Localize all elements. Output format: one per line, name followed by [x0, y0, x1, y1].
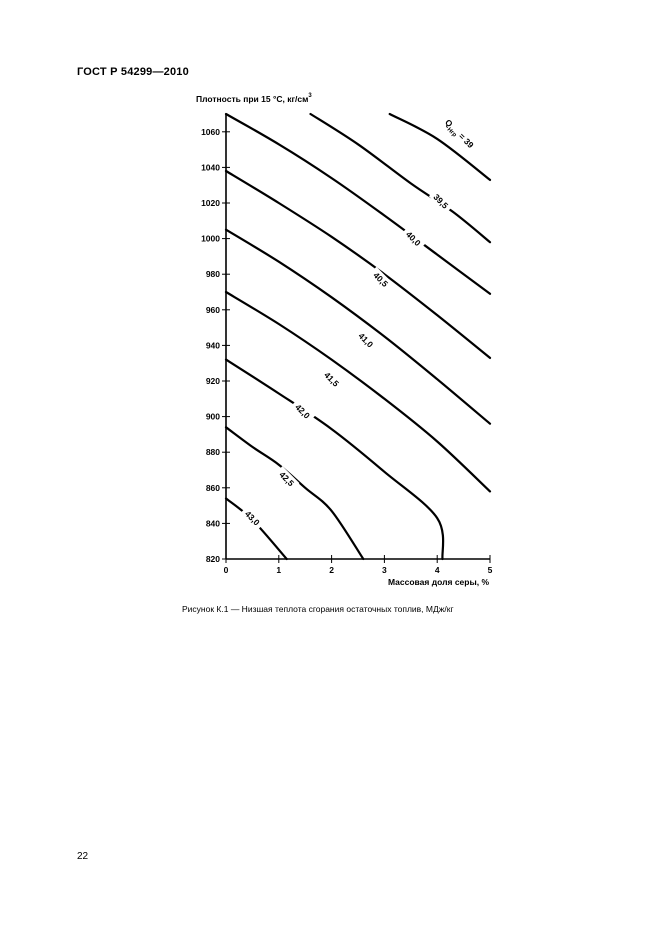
y-axis-label-text: Плотность при 15 °С, кг/см: [196, 94, 309, 104]
y-axis-label-superscript: 3: [308, 93, 312, 99]
curve-label-group: [434, 110, 483, 159]
curve-label-group: [354, 327, 379, 352]
y-tick-label: 980: [205, 269, 220, 280]
curve-42-0: [226, 360, 443, 559]
curve-label: 43,0: [243, 508, 262, 528]
curve-label: 40,0: [404, 229, 423, 248]
y-tick-label: 900: [205, 411, 220, 422]
y-tick-label: 1040: [201, 162, 220, 173]
x-axis-label: Массовая доля серы, %: [388, 577, 490, 587]
y-tick-label: 840: [205, 518, 220, 529]
curve-label: 41,0: [356, 330, 376, 350]
x-tick-label: 0: [223, 565, 229, 575]
page-number: 22: [77, 851, 89, 862]
x-tick-label: 5: [487, 565, 493, 575]
curve-label: 41,5: [322, 369, 341, 389]
curve-label: 39,5: [431, 191, 451, 211]
curve-label: 42,0: [293, 401, 312, 421]
y-tick-label: 880: [205, 447, 220, 458]
curve-label-group: [320, 366, 345, 391]
figure-caption: Рисунок К.1 — Низшая теплота сгорания остаточных топлив, МДж/кг: [182, 604, 454, 614]
y-tick-label: 940: [205, 340, 220, 351]
y-tick-label: 1000: [201, 233, 220, 244]
x-tick-label: 3: [382, 565, 387, 575]
y-tick-label: 820: [205, 554, 220, 564]
document-header: ГОСТ Р 54299—2010: [77, 66, 189, 78]
curve-41-5: [226, 292, 490, 491]
y-tick-label: 960: [205, 304, 220, 315]
curve-label: 40,5: [371, 270, 391, 289]
curve-42-5: [226, 427, 363, 559]
x-tick-label: 4: [434, 565, 440, 575]
y-tick-label: 1020: [201, 198, 220, 208]
curve-label: $Q_{Hгр} = 39$: [443, 117, 476, 150]
curve-label: 42,5: [277, 469, 297, 489]
x-tick-label: 2: [329, 565, 334, 575]
curve-label-group: [240, 505, 265, 530]
y-tick-label: 860: [205, 482, 220, 493]
y-tick-label: 920: [205, 376, 220, 386]
y-tick-label: 1060: [201, 126, 220, 137]
x-tick-label: 1: [276, 565, 282, 575]
